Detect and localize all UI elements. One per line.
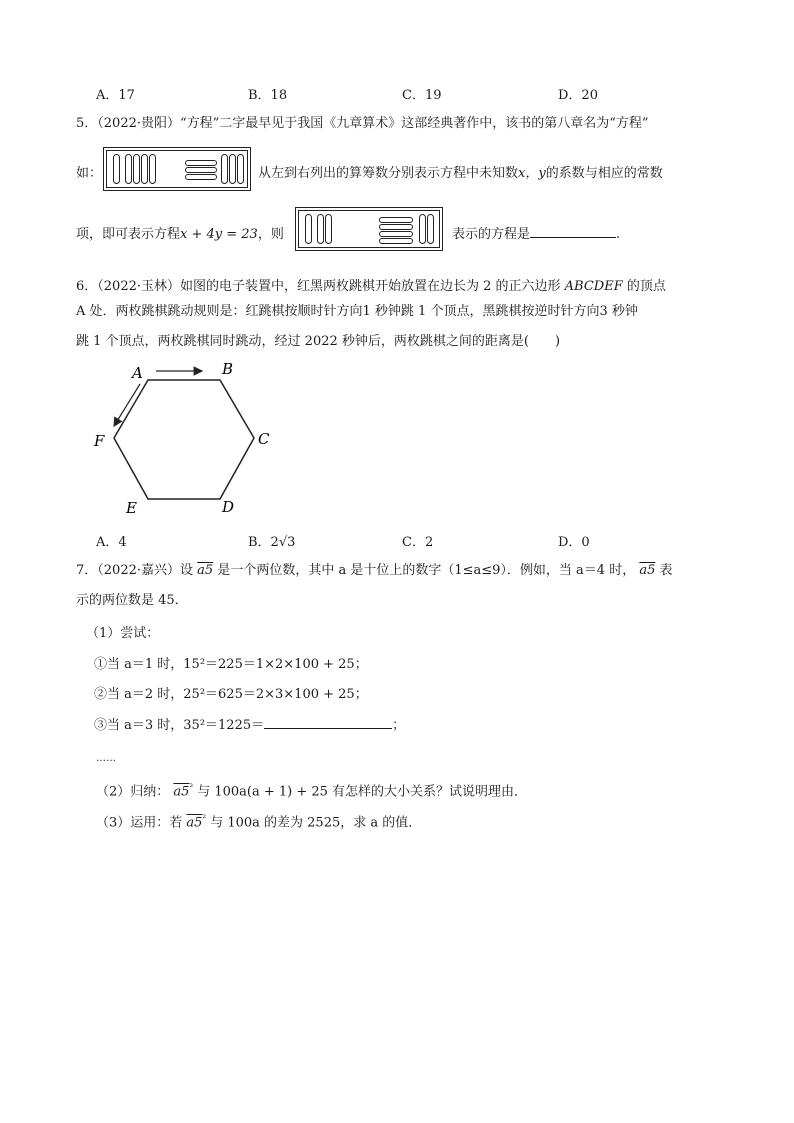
q5-equation: x + 4y = 23 [180,227,258,242]
rod-horizontal [379,238,413,244]
hexagon-figure [84,356,284,520]
q7-line-1-end: 表 [659,563,673,578]
q5-variables: x，y [518,166,546,181]
vertex-label-b: B [222,360,234,378]
q7-square-2: ² [202,814,207,824]
q7-overline-a5-2: a5 [639,563,656,578]
q4-option-a: A．17 [96,88,135,103]
q7-answer-blank[interactable] [264,716,392,729]
rod-vertical [149,154,156,184]
rod-vertical [317,214,324,244]
rod-vertical [221,154,228,184]
vertex-label-c: C [258,430,270,448]
q7-line-1-mid: 是一个两位数，其中 a 是十位上的数字（1≤a≤9）．例如，当 a＝4 时， [217,563,636,578]
q7-line-2: 示的两位数是 45． [76,593,188,608]
rod-vertical [113,154,120,184]
vertex-label-f: F [94,432,105,450]
q7-item-3 [94,716,405,735]
q6-hexagon-name: ABCDEF [564,279,623,294]
q5-line-3-prefix [76,223,284,242]
rod-vertical [133,154,140,184]
q6-line-1-main: 6．（2022·玉林）如图的电子装置中，红黑两枚跳棋开始放置在边长为 2 的正六边形 [76,279,561,294]
rod-vertical [141,154,148,184]
counterclockwise-arrow [114,384,140,426]
rod-horizontal [379,217,413,223]
q7-item-3-pre: ③当 a＝3 时，35²＝1225＝ [94,718,265,733]
q7-ellipsis: …… [96,753,116,764]
q7-line-1 [76,562,673,580]
vertex-label-a: A [132,364,143,382]
rod-vertical [419,214,426,244]
q5-line-2-main: 从左到右列出的算筹数分别表示方程中未知数 [258,166,519,181]
q7-item-3-end: ； [392,718,406,733]
q7-overline-a5: a5 [197,563,214,578]
q6-line-1-end: 的顶点 [626,279,666,294]
q6-line-2: A 处．两枚跳棋跳动规则是：红跳棋按顺时针方向1 秒钟跳 1 个顶点，黑跳棋按逆时针方向3 秒钟 [76,304,638,319]
counting-rods-figure-1 [106,150,248,188]
hexagon-shape [114,380,254,499]
q6-option-a: A．4 [96,535,127,550]
q7-part-2-post: 与 100a(a + 1) + 25 有怎样的大小关系？试说明理由． [197,784,528,800]
q7-overline-a5-3: a5 [173,784,190,800]
q4-option-d: D．20 [558,88,598,103]
q7-square: ² [189,783,194,793]
rod-vertical [325,214,332,244]
q7-part-2-pre: （2）归纳： [96,784,170,800]
rod-horizontal [185,160,217,166]
q5-answer-blank[interactable] [530,225,616,238]
q5-line-3-pre: 项，即可表示方程 [76,227,181,242]
rod-vertical [427,214,434,244]
vertex-label-d: D [222,498,235,516]
rod-horizontal [185,167,217,173]
q5-line-3-mid: ，则 [257,227,284,242]
q5-line-3-text [452,223,620,242]
q5-line-3-end: . [616,227,621,242]
q7-line-1-pre: 7．（2022·嘉兴）设 [76,563,193,578]
counting-rods-figure-2 [298,210,440,248]
q5-line-1: 5．（2022·贵阳）“方程”二字最早见于我国《九章算术》这部经典著作中，该书的第八章名为“方程” [76,116,649,131]
q4-option-b: B．18 [248,88,288,103]
q6-option-b: B．2√3 [248,535,296,550]
q7-part-1: （1）尝试： [86,626,160,641]
q5-line-2-text [258,162,663,181]
q6-line-1 [76,278,666,296]
q7-part-3-pre: （3）运用：若 [96,815,183,831]
q5-line-3-post: 表示的方程是 [452,227,531,242]
q6-option-c: C．2 [402,535,434,550]
rod-vertical [305,214,312,244]
q7-part-2 [96,779,527,801]
q7-item-2: ②当 a＝2 时，25²＝625＝2×3×100 + 25； [94,687,368,702]
q7-part-3-post: 与 100a 的差为 2525，求 a 的值． [210,815,422,831]
q7-item-1: ①当 a＝1 时，15²＝225＝1×2×100 + 25； [94,657,368,672]
q4-option-c: C．19 [402,88,442,103]
q5-line-2-prefix: 如： [76,166,103,181]
rod-horizontal [379,224,413,230]
q6-line-3: 跳 1 个顶点，两枚跳棋同时跳动，经过 2022 秒钟后，两枚跳棋之间的距离是( ) [76,334,561,349]
rod-vertical [237,154,244,184]
q6-option-d: D．0 [558,535,590,550]
vertex-label-e: E [126,499,137,517]
rod-vertical [229,154,236,184]
q7-part-3 [96,810,421,832]
rod-vertical [125,154,132,184]
q7-overline-a5-4: a5 [186,815,203,831]
q5-line-2-end: 的系数与相应的常数 [545,166,663,181]
rod-horizontal [379,231,413,237]
rod-horizontal [185,174,217,180]
